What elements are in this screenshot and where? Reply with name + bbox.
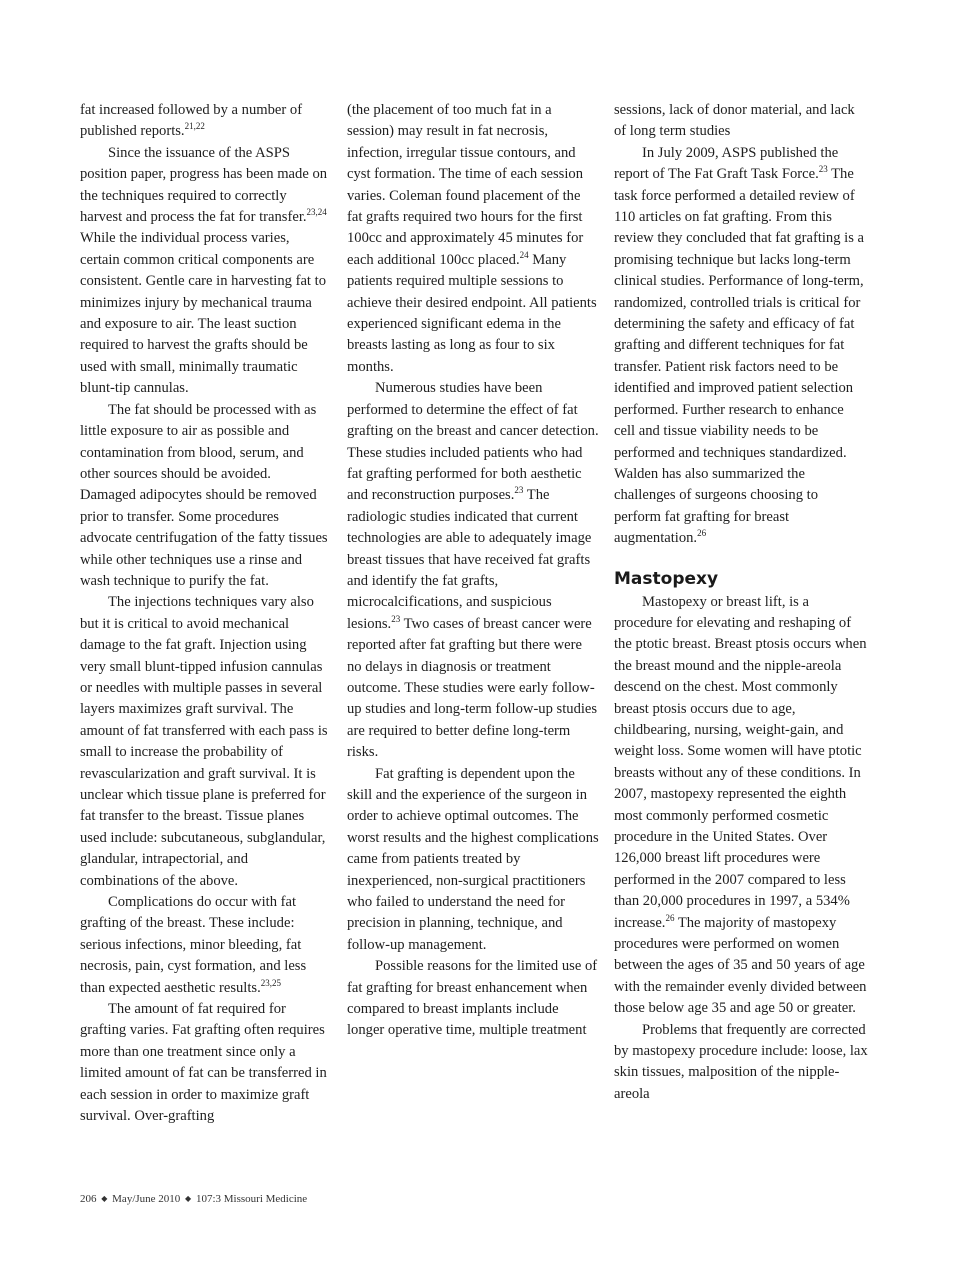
citation: 26 [665,912,675,923]
paragraph-text: The radiologic studies indicated that current technologies are able to adequately image breast tissues that have received fat grafts and identify the fat grafts, microcalcifications, and suspicious lesions. [347,487,592,632]
issue-date: May/June 2010 [112,1193,181,1205]
page-footer [80,1192,307,1206]
journal-name: 107:3 Missouri Medicine [195,1193,308,1205]
paragraph [80,100,330,143]
paragraph-text: fat increased followed by a number of published reports. [80,102,303,140]
paragraph [614,143,868,550]
paragraph-text: Mastopexy or breast lift, is a procedure for elevating and reshaping of the ptotic breast. Breast ptosis occurs when the breast mound and the nipple-areola descend on the chest. Most commonly breast ptosis occurs due to age, childbearing, nursing, weight-gain, and weight loss. Some women will have ptotic breasts without any of these conditions. In 2007, mastopexy represented the eighth most commonly performed cosmetic procedure in the United States. Over 126,000 breast lift procedures were performed in the 2007 compared to less than 20,000 procedures in 1997, a 534% increase. [614,593,867,931]
column-left [80,100,330,1128]
column-middle [347,100,599,1042]
paragraph [80,892,330,999]
paragraph-text: While the individual process varies, certain common critical components are consistent. Gentle care in harvesting fat to minimizes injury by mechanical trauma and exposure to air. The least suction required to harvest the grafts should be used with small, minimally traumatic blunt-tip cannulas. [80,230,326,397]
citation: 23 [514,485,524,496]
citation: 23 [818,164,828,175]
diamond-icon: ◆ [101,1194,108,1203]
paragraph: Fat grafting is dependent upon the skill and the experience of the surgeon in order to achieve optimal outcomes. The worst results and the highest complications came from patients treated by inexperienced, non-surgical practitioners who failed to understand the need for precision in planning, technique, and follow-up management. [347,765,599,953]
column-right [614,100,868,1105]
paragraph: The injections techniques vary also but it is critical to avoid mechanical damage to the fat graft. Injection using very small blunt-tipped infusion cannulas or needles with multiple passes in several layers maximizes graft survival. The amount of fat transferred with each pass is small to increase the probability of revascularization and graft survival. It is unclear which tissue plane is preferred for fat transfer to the breast. Tissue planes used include: subcutaneous, subglandular, glandular, intrapectorial, and combinations of the above. [80,594,328,889]
paragraph-text: Since the issuance of the ASPS position paper, progress has been made on the techniques required to correctly harvest and process the fat for transfer. [80,144,328,226]
paragraph-text: Complications do occur with fat grafting of the breast. These include: serious infections, minor bleeding, fat necrosis, pain, cyst formation, and less than expected aesthetic results. [80,894,307,996]
paragraph [80,143,330,400]
paragraph: sessions, lack of donor material, and lack of long term studies [614,102,855,140]
paragraph [614,592,868,1020]
paragraph: The fat should be processed with as little exposure to air as possible and contamination from blood, serum, and other sources should be avoided. Damaged adipocytes should be removed prior to transfer. Some procedures advocate centrifugation of the fatty tissues while other techniques use a rinse and wash technique to purify the fat. [80,401,328,589]
paragraph-text: Two cases of breast cancer were reported after fat grafting but there were no delays in diagnosis or treatment outcome. These studies were early follow-up studies and long-term follow-up studies are required to better define long-term risks. [347,615,598,761]
paragraph-text: (the placement of too much fat in a session) may result in fat necrosis, infection, irregular tissue contours, and cyst formation. The time of each session varies. Coleman found placement of the fat grafts required two hours for the first 100cc and approximately 45 minutes for each additional 100cc placed. [347,102,584,268]
section-heading: Mastopexy [614,568,719,589]
paragraph [347,100,599,378]
citation: 26 [697,528,707,539]
citation: 21,22 [184,121,205,132]
citation: 23,24 [306,207,327,218]
paragraph-text: In July 2009, ASPS published the report of The Fat Graft Task Force. [614,144,839,183]
paragraph-text: The majority of mastopexy procedures were performed on women between the ages of 35 and 50 years of age with the remainder evenly divided between those below age 35 and age 50 or greater. [614,914,867,1017]
paragraph: The amount of fat required for grafting varies. Fat grafting often requires more than one treatment since only a limited amount of fat can be transferred in each session in order to maximize graft survival. Over-grafting [80,1001,327,1125]
paragraph: Problems that frequently are corrected by mastopexy procedure include: loose, lax skin tissues, malposition of the nipple-areola [614,1021,868,1102]
citation: 23 [391,613,401,624]
paragraph-text: Numerous studies have been performed to determine the effect of fat grafting on the breast and cancer detection. These studies included patients who had fat grafting performed for both aesthetic and reconstruction purposes. [347,380,599,504]
paragraph-text: Many patients required multiple sessions to achieve their desired endpoint. All patients experienced significant edema in the breasts lasting as long as four to six months. [347,251,597,375]
paragraph-text: The task force performed a detailed review of 110 articles on fat grafting. From this review they concluded that fat grafting is a promising technique but lacks long-term clinical studies. Performance of long-term, randomized, controlled trials is critical for determining the safety and efficacy of fat grafting and different techniques for fat transfer. Patient risk factors need to be identified and improved patient selection performed. Further research to enhance cell and tissue viability needs to be performed and techniques standardized. Walden has also summarized the challenges of surgeons choosing to perform fat grafting for breast augmentation. [614,166,865,547]
citation: 24 [519,249,529,260]
diamond-icon: ◆ [185,1194,192,1203]
paragraph: Possible reasons for the limited use of fat grafting for breast enhancement when compared to breast implants include longer operative time, multiple treatment [347,958,598,1039]
page-number: 206 [80,1193,97,1205]
paragraph [347,378,599,763]
citation: 23,25 [260,977,281,988]
